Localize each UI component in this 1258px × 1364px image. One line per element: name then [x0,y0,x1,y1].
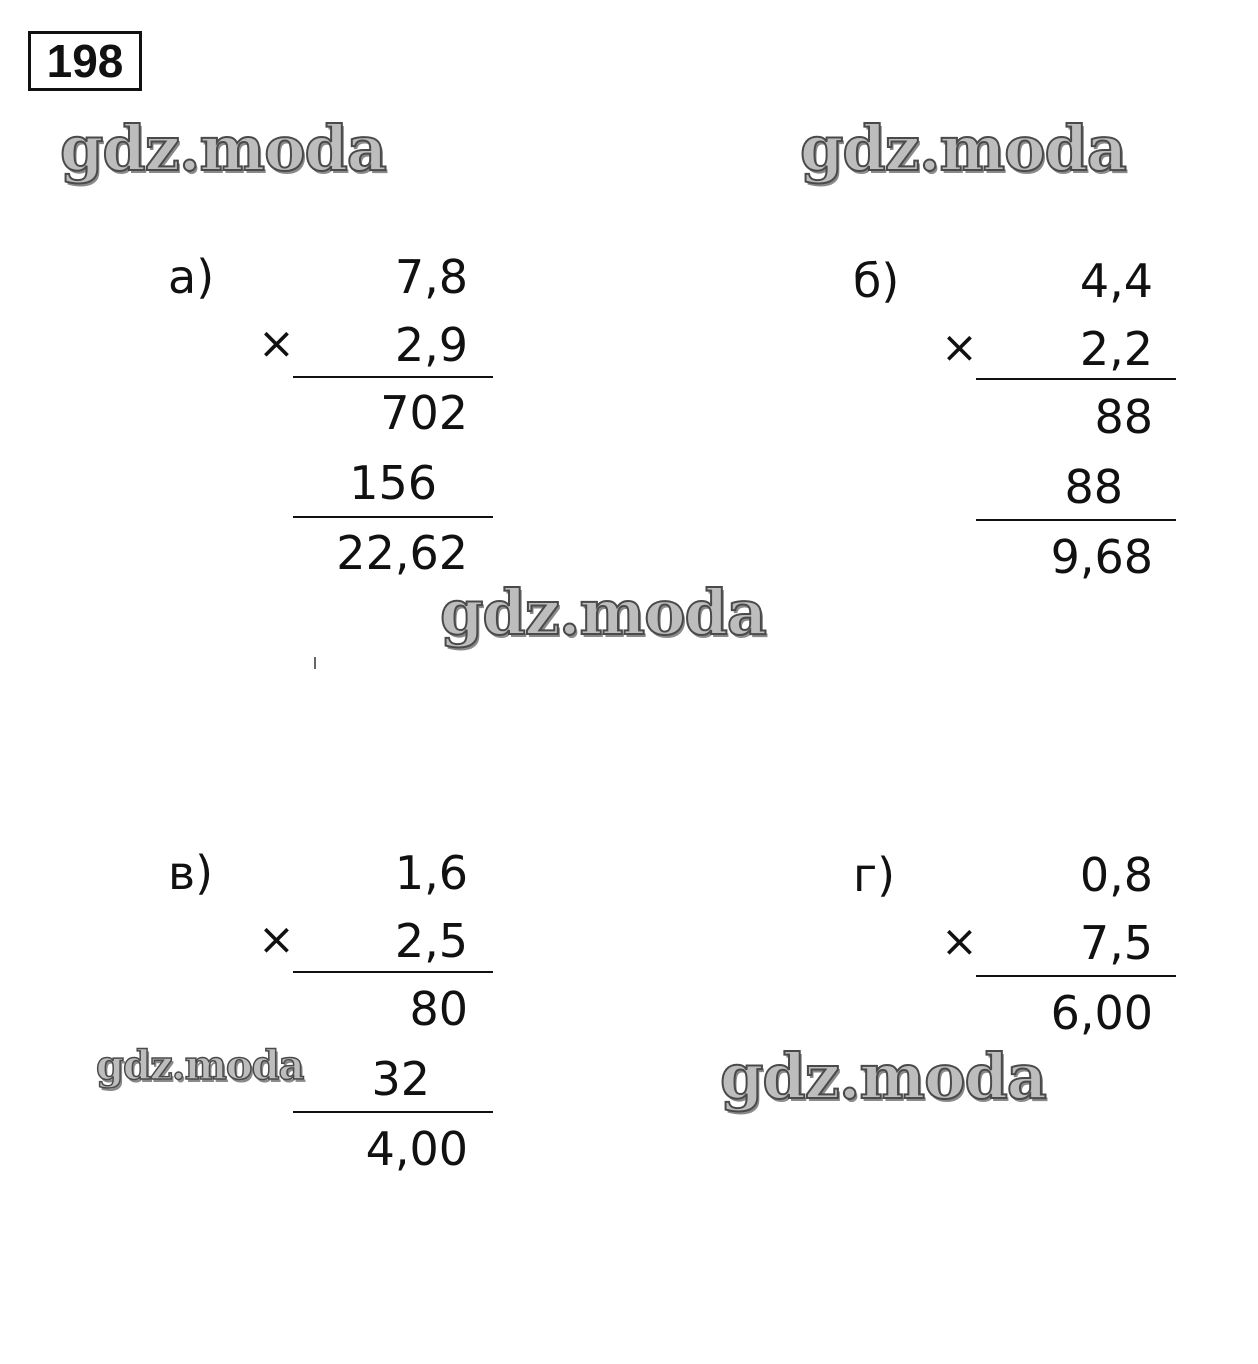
sum-line [293,516,493,518]
multiplicand: 0,8 [1079,848,1153,902]
problem-label: б) [853,254,900,308]
partial-product-1: 88 [1094,390,1153,444]
stray-mark [314,657,316,669]
problem-label: в) [168,846,214,900]
sum-line [293,1111,493,1113]
problem-label: г) [853,848,896,902]
multiplication-line [976,975,1176,977]
product-result: 4,00 [365,1122,468,1176]
multiplier: 7,5 [1079,916,1153,970]
task-number: 198 [28,31,142,91]
multiplicand: 1,6 [394,846,468,900]
watermark-logo: gdz.moda [800,112,1126,185]
multiply-sign: × [941,322,978,373]
product-result: 22,62 [336,526,468,580]
watermark-logo: gdz.moda [440,576,766,649]
multiplier: 2,2 [1079,322,1153,376]
partial-product-2: 156 [349,456,437,510]
partial-product-1: 80 [409,982,468,1036]
product-result: 9,68 [1050,530,1153,584]
partial-product-1: 702 [380,386,468,440]
multiply-sign: × [258,318,295,369]
product-result: 6,00 [1050,986,1153,1040]
multiply-sign: × [941,916,978,967]
watermark-logo: gdz.moda [96,1042,304,1089]
multiplicand: 7,8 [394,250,468,304]
multiplier: 2,9 [394,318,468,372]
multiply-sign: × [258,914,295,965]
multiplication-line [293,376,493,378]
sum-line [976,519,1176,521]
multiplicand: 4,4 [1079,254,1153,308]
watermark-logo: gdz.moda [60,112,386,185]
multiplication-line [976,378,1176,380]
problem-label: а) [168,250,215,304]
watermark-logo: gdz.moda [720,1040,1046,1113]
partial-product-2: 88 [1064,460,1123,514]
partial-product-2: 32 [371,1052,430,1106]
multiplication-line [293,971,493,973]
multiplier: 2,5 [394,914,468,968]
